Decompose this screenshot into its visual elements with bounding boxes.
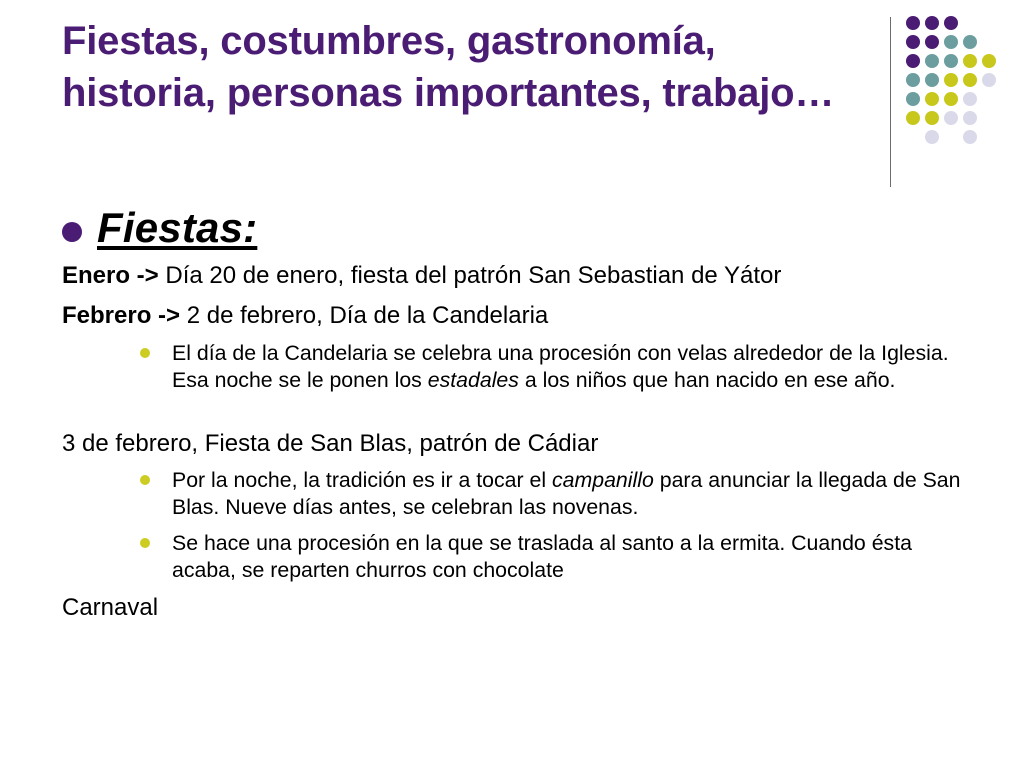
sub-bullet-icon bbox=[140, 475, 150, 485]
febrero-label: Febrero -> bbox=[62, 302, 181, 329]
sub-bullet-icon bbox=[140, 538, 150, 548]
san-blas-bullet-1-part1: Por la noche, la tradición es ir a tocar el bbox=[172, 468, 552, 492]
carnaval-line bbox=[62, 593, 158, 623]
bullet-icon bbox=[62, 222, 82, 242]
enero-line bbox=[62, 261, 781, 291]
carnaval-text: Carnaval bbox=[62, 594, 159, 621]
candelaria-text-part2: a los niños que han nacido en ese año. bbox=[518, 368, 896, 392]
san-blas-bullet-2-text: Se hace una procesión en la que se traslada al santo a la ermita. Cuando ésta acaba, se reparten churros con chocolate bbox=[172, 531, 912, 582]
fiestas-heading bbox=[62, 203, 257, 253]
san-blas-bullet-1-italic: campanillo bbox=[552, 468, 654, 492]
san-blas-line bbox=[62, 429, 598, 459]
candelaria-text-italic: estadales bbox=[427, 368, 519, 392]
candelaria-text bbox=[172, 340, 962, 394]
san-blas-bullet-1-part2: para anunciar la llegada de San Blas. Nueve días antes, se celebran las novenas. bbox=[172, 468, 961, 519]
san-blas-bullet-1-text bbox=[172, 467, 962, 521]
enero-label: Enero -> bbox=[62, 262, 159, 289]
candelaria-text-part1: El día de la Candelaria se celebra una procesión con velas alrededor de la Iglesia. Esa noche se le ponen los bbox=[172, 341, 949, 392]
section-heading: Fiestas: bbox=[97, 204, 258, 251]
slide-title: Fiestas, costumbres, gastronomía, historia, personas importantes, trabajo… bbox=[62, 19, 835, 115]
enero-text: Día 20 de enero, fiesta del patrón San Sebastian de Yátor bbox=[158, 262, 782, 289]
febrero-line bbox=[62, 301, 548, 331]
san-blas-text: 3 de febrero, Fiesta de San Blas, patrón de Cádiar bbox=[62, 430, 599, 457]
febrero-text: 2 de febrero, Día de la Candelaria bbox=[180, 302, 549, 329]
sub-bullet-icon bbox=[140, 348, 150, 358]
